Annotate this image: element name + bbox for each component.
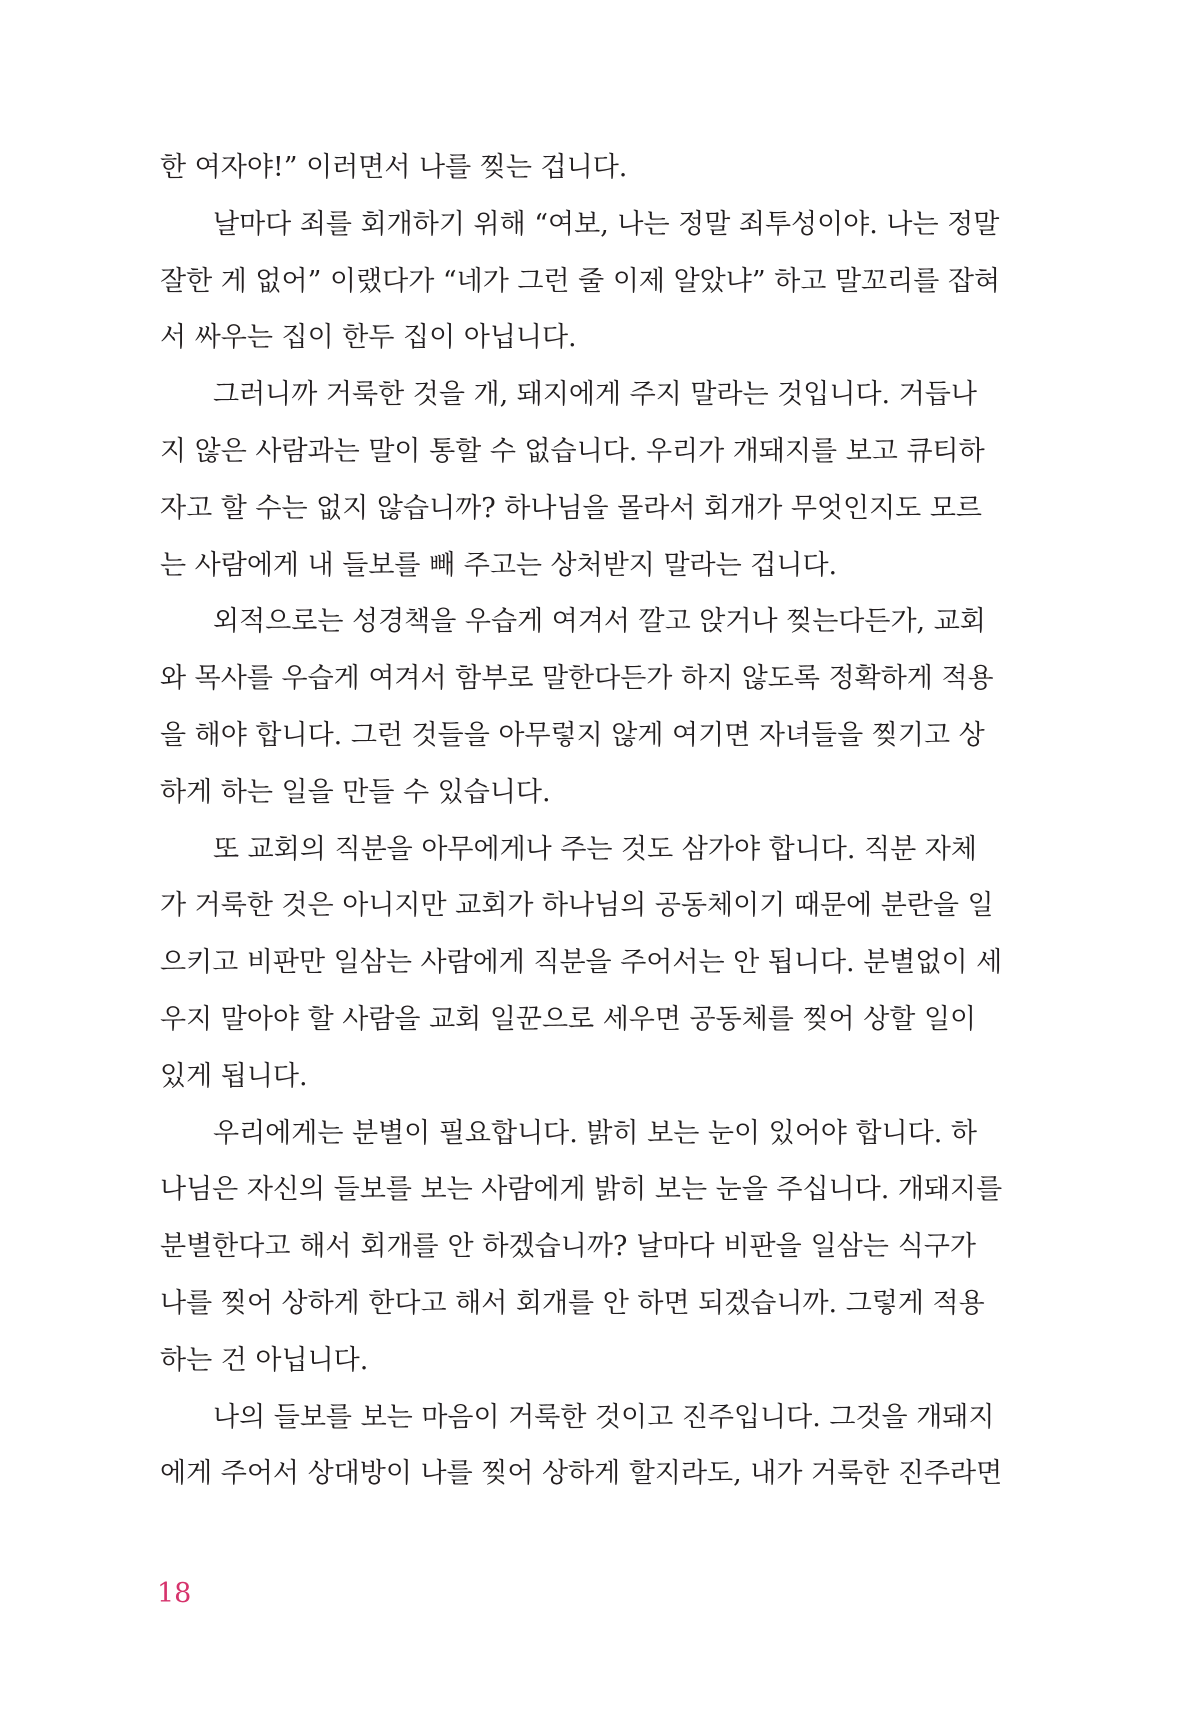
text-line: 나님은 자신의 들보를 보는 사람에게 밝히 보는 눈을 주십니다. 개돼지를 xyxy=(160,1174,1003,1206)
text-line: 외적으로는 성경책을 우습게 여겨서 깔고 앉거나 찢는다든가, 교회 xyxy=(213,606,986,638)
text-line: 서 싸우는 집이 한두 집이 아닙니다. xyxy=(160,322,577,354)
text-line: 그러니까 거룩한 것을 개, 돼지에게 주지 말라는 것입니다. 거듭나 xyxy=(213,379,977,411)
text-line: 는 사람에게 내 들보를 빼 주고는 상처받지 말라는 겁니다. xyxy=(160,549,838,581)
text-line: 자고 할 수는 없지 않습니까? 하나님을 몰라서 회개가 무엇인지도 모르 xyxy=(160,492,983,524)
text-line: 한 여자야!” 이러면서 나를 찢는 겁니다. xyxy=(160,152,628,183)
text-line: 가 거룩한 것은 아니지만 교회가 하나님의 공동체이기 때문에 분란을 일 xyxy=(160,890,994,922)
page-number: 18 xyxy=(157,1578,192,1609)
text-line: 지 않은 사람과는 말이 통할 수 없습니다. 우리가 개돼지를 보고 큐티하 xyxy=(160,435,985,467)
text-line: 분별한다고 해서 회개를 안 하겠습니까? 날마다 비판을 일삼는 식구가 xyxy=(160,1231,976,1263)
text-line: 으키고 비판만 일삼는 사람에게 직분을 주어서는 안 됩니다. 분별없이 세 xyxy=(160,947,1003,979)
text-line: 있게 됩니다. xyxy=(160,1060,308,1092)
text-line: 하는 건 아닙니다. xyxy=(160,1344,369,1376)
text-line: 하게 하는 일을 만들 수 있습니다. xyxy=(160,776,551,808)
text-line: 에게 주어서 상대방이 나를 찢어 상하게 할지라도, 내가 거룩한 진주라면 xyxy=(160,1458,1003,1490)
text-line: 또 교회의 직분을 아무에게나 주는 것도 삼가야 합니다. 직분 자체 xyxy=(213,833,977,865)
body-text xyxy=(160,148,1003,1511)
text-line: 을 해야 합니다. 그런 것들을 아무렇지 않게 여기면 자녀들을 찢기고 상 xyxy=(160,719,985,751)
text-line: 우지 말아야 할 사람을 교회 일꾼으로 세우면 공동체를 찢어 상할 일이 xyxy=(160,1003,977,1035)
text-line: 우리에게는 분별이 필요합니다. 밝히 보는 눈이 있어야 합니다. 하 xyxy=(213,1117,977,1149)
text-line: 와 목사를 우습게 여겨서 함부로 말한다든가 하지 않도록 정확하게 적용 xyxy=(160,663,994,695)
text-line: 나의 들보를 보는 마음이 거룩한 것이고 진주입니다. 그것을 개돼지 xyxy=(213,1401,995,1433)
text-line: 잘한 게 없어” 이랬다가 “네가 그런 줄 이제 알았냐” 하고 말꼬리를 잡혀 xyxy=(160,265,1001,297)
text-line: 나를 찢어 상하게 한다고 해서 회개를 안 하면 되겠습니까. 그렇게 적용 xyxy=(160,1287,985,1319)
text-line: 날마다 죄를 회개하기 위해 “여보, 나는 정말 죄투성이야. 나는 정말 xyxy=(213,208,1000,240)
